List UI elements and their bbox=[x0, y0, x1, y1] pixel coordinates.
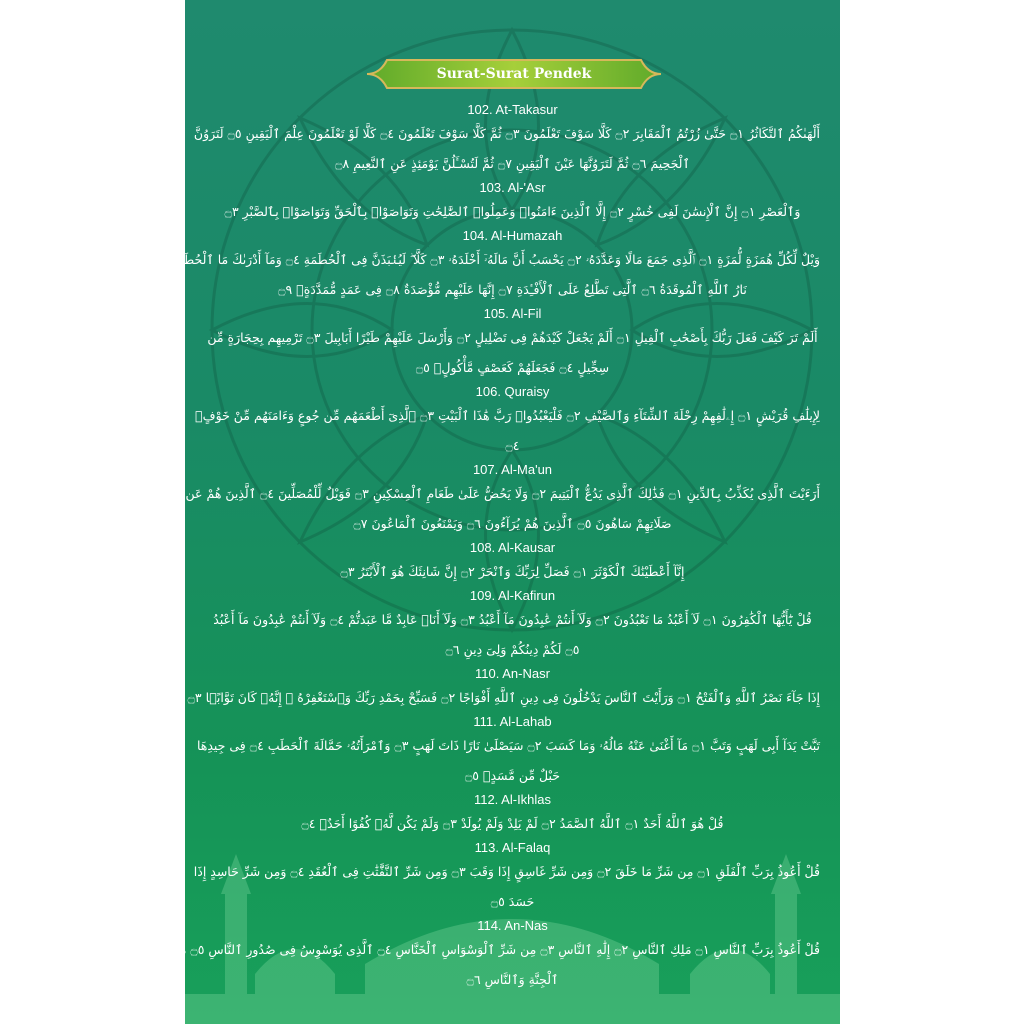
surah-section bbox=[187, 665, 820, 713]
arabic-verse-line: ٱلْجَحِيمَ ۝٦ ثُمَّ لَتَرَوُنَّهَا عَيْنَ ٱلْيَقِينِ ۝٧ ثُمَّ لَتُسْـَٔلُنَّ يَوْمَئِذٍ عَنِ ٱلنَّعِيمِ ۝٨ bbox=[335, 156, 690, 171]
arabic-verse-line: قُلْ أَعُوذُ بِرَبِّ ٱلْفَلَقِ ۝١ مِن شَرِّ مَا خَلَقَ ۝٢ وَمِن شَرِّ غَاسِقٍ إِذَا وَقَبَ ۝٣ وَمِن شَرِّ ٱلنَّفَّٰثَٰتِ فِى ٱلْعُقَدِ ۝٤ وَمِن شَرِّ حَاسِدٍ إِذَا bbox=[193, 864, 820, 879]
surah-list bbox=[152, 101, 820, 995]
arabic-verse-line: لِإِيلَٰفِ قُرَيْشٍ ۝١ إِۦلَٰفِهِمْ رِحْلَةَ ٱلشِّتَآءِ وَٱلصَّيْفِ ۝٢ فَلْيَعْبُدُوا۟ رَبَّ هَٰذَا ٱلْبَيْتِ ۝٣ ٱلَّذِىٓ أَطْعَمَهُم مِّن جُوعٍ وَءَامَنَهُم مِّنْ خَوْفٍۭ bbox=[195, 408, 820, 423]
surah-title: 113. Al-Falaq bbox=[474, 840, 551, 855]
surah-title: 106. Quraisy bbox=[475, 384, 550, 399]
surah-title: 114. An-Nas bbox=[477, 918, 548, 933]
surah-section bbox=[195, 383, 820, 461]
surah-section bbox=[205, 179, 820, 227]
arabic-verse-line: أَلْهَىٰكُمُ ٱلتَّكَاثُرُ ۝١ حَتَّىٰ زُرْتُمُ ٱلْمَقَابِرَ ۝٢ كَلَّا سَوْفَ تَعْلَمُونَ ۝٣ ثُمَّ كَلَّا سَوْفَ تَعْلَمُونَ ۝٤ كَلَّا لَوْ تَعْلَمُونَ عِلْمَ ٱلْيَقِينِ ۝٥ لَتَرَوُنَّ bbox=[193, 126, 820, 141]
surah-section bbox=[185, 461, 820, 539]
surah-title: 105. Al-Fil bbox=[483, 306, 542, 321]
arabic-verse-line: حَسَدَ ۝٥ bbox=[490, 894, 535, 909]
arabic-verse-line: قُلْ أَعُوذُ بِرَبِّ ٱلنَّاسِ ۝١ مَلِكِ ٱلنَّاسِ ۝٢ إِلَٰهِ ٱلنَّاسِ ۝٣ مِن شَرِّ ٱلْوَسْوَاسِ ٱلْخَنَّاسِ ۝٤ ٱلَّذِى يُوَسْوِسُ فِى صُدُورِ ٱلنَّاسِ ۝٥ مِنَ bbox=[170, 942, 820, 957]
surah-title: 107. Al-Ma'un bbox=[472, 462, 553, 477]
arabic-verse-line: ٱلْجِنَّةِ وَٱلنَّاسِ ۝٦ bbox=[466, 972, 559, 987]
surah-section bbox=[205, 587, 820, 665]
surah-section bbox=[170, 917, 820, 995]
surah-title: 110. An-Nasr bbox=[475, 666, 550, 681]
arabic-verse-line: نَارُ ٱللَّهِ ٱلْمُوقَدَةُ ۝٦ ٱلَّتِى تَطَّلِعُ عَلَى ٱلْأَفْـِٔدَةِ ۝٧ إِنَّهَا عَلَيْهِم مُّؤْصَدَةٌ ۝٨ فِى عَمَدٍ مُّمَدَّدَةٍۭ ۝٩ bbox=[278, 282, 747, 297]
arabic-verse-line: أَلَمْ تَرَ كَيْفَ فَعَلَ رَبُّكَ بِأَصْحَٰبِ ٱلْفِيلِ ۝١ أَلَمْ يَجْعَلْ كَيْدَهُمْ فِى تَضْلِيلٍ ۝٢ وَأَرْسَلَ عَلَيْهِمْ طَيْرًا أَبَابِيلَ ۝٣ تَرْمِيهِم بِحِجَارَةٍ مِّن bbox=[207, 330, 818, 345]
arabic-verse-line: ۝٥ لَكُمْ دِينُكُمْ وَلِىَ دِينِ ۝٦ bbox=[445, 642, 580, 657]
surah-section bbox=[205, 539, 820, 587]
arabic-verse-line: حَبْلٌ مِّن مَّسَدٍۭ ۝٥ bbox=[464, 768, 561, 783]
arabic-verse-line: سِجِّيلٍ ۝٤ فَجَعَلَهُمْ كَعَصْفٍ مَّأْكُولٍۭ ۝٥ bbox=[415, 360, 610, 375]
surah-section bbox=[196, 713, 820, 791]
surah-section bbox=[152, 227, 820, 305]
arabic-verse-line: إِذَا جَآءَ نَصْرُ ٱللَّهِ وَٱلْفَتْحُ ۝١ وَرَأَيْتَ ٱلنَّاسَ يَدْخُلُونَ فِى دِينِ ٱللَّهِ أَفْوَاجًا ۝٢ فَسَبِّحْ بِحَمْدِ رَبِّكَ وَٱسْتَغْفِرْهُ ۚ إِنَّهُۥ كَانَ تَوَّابًۢا ۝٣ bbox=[187, 690, 820, 705]
surah-section bbox=[193, 101, 820, 179]
surah-title: 104. Al-Humazah bbox=[462, 228, 563, 243]
surah-title: 102. At-Takasur bbox=[467, 102, 558, 117]
arabic-verse-line: أَرَءَيْتَ ٱلَّذِى يُكَذِّبُ بِٱلدِّينِ ۝١ فَذَٰلِكَ ٱلَّذِى يَدُعُّ ٱلْيَتِيمَ ۝٢ وَلَا يَحُضُّ عَلَىٰ طَعَامِ ٱلْمِسْكِينِ ۝٣ فَوَيْلٌ لِّلْمُصَلِّينَ ۝٤ ٱلَّذِينَ هُمْ عَن bbox=[185, 486, 820, 501]
arabic-verse-line: قُلْ يَٰٓأَيُّهَا ٱلْكَٰفِرُونَ ۝١ لَآ أَعْبُدُ مَا تَعْبُدُونَ ۝٢ وَلَآ أَنتُمْ عَٰبِدُونَ مَآ أَعْبُدُ ۝٣ وَلَآ أَنَا۠ عَابِدٌ مَّا عَبَدتُّمْ ۝٤ وَلَآ أَنتُمْ عَٰبِدُونَ مَآ أَعْبُدُ bbox=[213, 612, 812, 627]
surah-title: 108. Al-Kausar bbox=[469, 540, 556, 555]
surah-title: 112. Al-Ikhlas bbox=[473, 792, 552, 807]
surah-title: 111. Al-Lahab bbox=[473, 714, 552, 729]
arabic-verse-line: إِنَّآ أَعْطَيْنَٰكَ ٱلْكَوْثَرَ ۝١ فَصَلِّ لِرَبِّكَ وَٱنْحَرْ ۝٢ إِنَّ شَانِئَكَ هُوَ ٱلْأَبْتَرُ ۝٣ bbox=[340, 564, 685, 579]
surah-section bbox=[205, 305, 820, 383]
poster bbox=[152, 0, 840, 1024]
arabic-verse-line: وَٱلْعَصْرِ ۝١ إِنَّ ٱلْإِنسَٰنَ لَفِى خُسْرٍ ۝٢ إِلَّا ٱلَّذِينَ ءَامَنُوا۟ وَعَمِلُوا۟ ٱلصَّٰلِحَٰتِ وَتَوَاصَوْا۟ بِٱلْحَقِّ وَتَوَاصَوْا۟ بِٱلصَّبْرِ ۝٣ bbox=[224, 204, 801, 219]
surah-section bbox=[193, 839, 820, 917]
surah-title: 103. Al-'Asr bbox=[479, 180, 546, 195]
title-banner bbox=[365, 58, 663, 90]
arabic-verse-line: قُلْ هُوَ ٱللَّهُ أَحَدٌ ۝١ ٱللَّهُ ٱلصَّمَدُ ۝٢ لَمْ يَلِدْ وَلَمْ يُولَدْ ۝٣ وَلَمْ يَكُن لَّهُۥ كُفُوًا أَحَدٌۢ ۝٤ bbox=[301, 816, 724, 831]
arabic-verse-line: صَلَاتِهِمْ سَاهُونَ ۝٥ ٱلَّذِينَ هُمْ يُرَآءُونَ ۝٦ وَيَمْنَعُونَ ٱلْمَاعُونَ ۝٧ bbox=[353, 516, 672, 531]
surah-section bbox=[205, 791, 820, 839]
surah-title: 109. Al-Kafirun bbox=[469, 588, 556, 603]
arabic-verse-line: ۝٤ bbox=[505, 438, 520, 453]
arabic-verse-line: تَبَّتْ يَدَآ أَبِى لَهَبٍ وَتَبَّ ۝١ مَآ أَغْنَىٰ عَنْهُ مَالُهُۥ وَمَا كَسَبَ ۝٢ سَيَصْلَىٰ نَارًا ذَاتَ لَهَبٍ ۝٣ وَٱمْرَأَتُهُۥ حَمَّالَةَ ٱلْحَطَبِ ۝٤ فِى جِيدِهَا bbox=[196, 738, 820, 753]
arabic-verse-line: وَيْلٌ لِّكُلِّ هُمَزَةٍ لُّمَزَةٍ ۝١ ٱلَّذِى جَمَعَ مَالًا وَعَدَّدَهُۥ ۝٢ يَحْسَبُ أَنَّ مَالَهُۥٓ أَخْلَدَهُۥ ۝٣ كَلَّا ۖ لَيُنۢبَذَنَّ فِى ٱلْحُطَمَةِ ۝٤ وَمَآ أَدْرَىٰكَ مَا ٱلْحُطَمَةُ ۝٥ bbox=[152, 252, 820, 267]
poster-title: Surat-Surat Pendek bbox=[436, 66, 592, 82]
